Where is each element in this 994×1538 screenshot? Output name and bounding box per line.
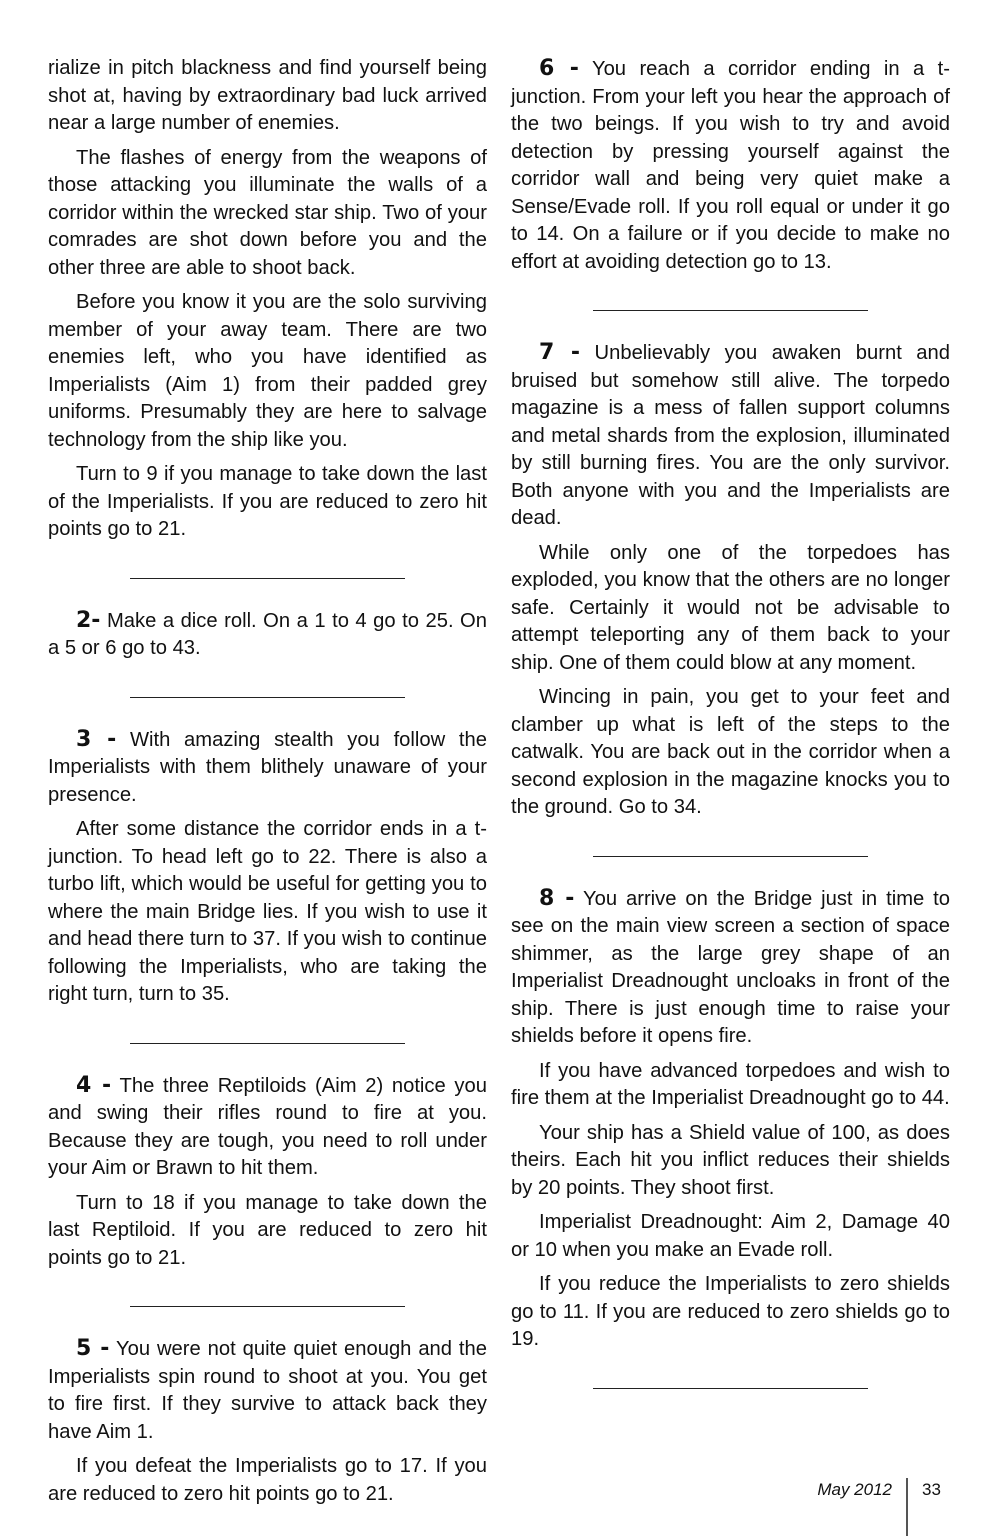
section-number: 6 - [539, 56, 579, 81]
section-text: Make a dice roll. On a 1 to 4 go to 25. On a 5 or 6 go to 43. [48, 609, 487, 659]
page-number: 33 [922, 1480, 941, 1499]
paragraph: While only one of the torpedoes has exploded, you know that the others are no longer safe. Certainly it would not be advisable to attempt teleporting any of them back to your ship. One of them could blow at any moment. [511, 541, 950, 674]
section-divider [130, 578, 405, 579]
section-5 [48, 1335, 487, 1446]
section-number: 7 - [539, 340, 581, 365]
section-8 [511, 885, 950, 1051]
section-3 [48, 726, 487, 810]
section-number: 5 - [76, 1336, 110, 1361]
section-text: You arrive on the Bridge just in time to see on the main view screen a section of space shimmer, as the large grey shape of an Imperialist Dreadnought uncloaks in front of the ship. There is just enough time to raise your shields before it opens fire. [511, 887, 951, 1047]
section-number: 8 - [539, 885, 575, 911]
section-7 [511, 339, 950, 533]
section-divider [130, 697, 405, 698]
paragraph: The flashes of energy from the weapons of those attacking you illuminate the walls of a corridor within the wrecked star ship. Two of your comrades are shot down before you and the other three are able to shoot back. [48, 146, 487, 279]
footer-date: May 2012 [817, 1480, 892, 1499]
section-text: Unbelievably you awaken burnt and bruised but somehow still alive. The torpedo magazine is a mess of fallen support columns and metal shards from the explosion, illuminated by still burning fires. You are the only survivor. Both anyone with you and the Imperialists are dead. [511, 342, 950, 529]
footer-divider [906, 1478, 908, 1536]
section-2 [48, 607, 487, 663]
paragraph: Turn to 9 if you manage to take down the last of the Imperialists. If you are reduced to zero hit points go to 21. [48, 463, 487, 540]
section-text: The three Reptiloids (Aim 2) notice you and swing their rifles round to fire at you. Because they are tough, you need to roll under your Aim or Brawn to hit them. [48, 1074, 487, 1179]
section-4 [48, 1072, 487, 1183]
section-divider [593, 310, 868, 311]
paragraph: rialize in pitch blackness and find yourself being shot at, having by extraordinary bad luck arrived near a large number of enemies. [48, 57, 487, 134]
left-column [48, 55, 487, 1515]
section-6 [511, 55, 950, 276]
section-text: With amazing stealth you follow the Imperialists with them blithely unaware of your presence. [48, 728, 487, 806]
paragraph: Imperialist Dreadnought: Aim 2, Damage 40 or 10 when you make an Evade roll. [511, 1211, 950, 1261]
paragraph: Before you know it you are the solo surviving member of your away team. There are two enemies left, who you have identified as Imperialists (Aim 1) from their padded grey uniforms. Presumably they are here to salvage technology from the ship like you. [48, 291, 487, 451]
section-text: You were not quite quiet enough and the Imperialists spin round to shoot at you. You get to fire first. If they survive to attack back they have Aim 1. [48, 1338, 487, 1443]
section-number: 3 - [76, 726, 117, 752]
paragraph: Turn to 18 if you manage to take down the last Reptiloid. If you are reduced to zero hit points go to 21. [48, 1191, 487, 1269]
section-number: 2- [76, 607, 101, 633]
paragraph: If you defeat the Imperialists go to 17. If you are reduced to zero hit points go to 21. [48, 1455, 487, 1505]
section-divider [130, 1306, 405, 1307]
paragraph: Your ship has a Shield value of 100, as does theirs. Each hit you inflict reduces their shields by 20 points. They shoot first. [511, 1121, 950, 1199]
paragraph: If you have advanced torpedoes and wish to fire them at the Imperialist Dreadnought go to 44. [511, 1059, 950, 1109]
section-text: You reach a corridor ending in a t-junction. From your left you hear the approach of the two beings. If you wish to try and avoid detection by pressing yourself against the corridor wall and being very quiet make a Sense/Evade roll. If you roll equal or under it go to 14. On a failure or if you decide to make no effort at avoiding detection go to 13. [511, 58, 950, 273]
paragraph: After some distance the corridor ends in a t-junction. To head left go to 22. There is also a turbo lift, which would be useful for getting you to where the main Bridge lies. If you wish to use it and head there turn to 37. If you wish to continue following the Imperialists, who are taking the right turn, turn to 35. [48, 818, 487, 1005]
section-number: 4 - [76, 1072, 112, 1098]
paragraph: Wincing in pain, you get to your feet and clamber up what is left of the steps to the catwalk. You are back out in the corridor when a second explosion in the magazine knocks you to the ground. Go to 34. [511, 686, 950, 818]
right-column [511, 55, 950, 1417]
section-divider [130, 1043, 405, 1044]
paragraph: If you reduce the Imperialists to zero shields go to 11. If you are reduced to zero shields go to 19. [511, 1273, 950, 1350]
section-divider [593, 856, 868, 857]
section-divider [593, 1388, 868, 1389]
